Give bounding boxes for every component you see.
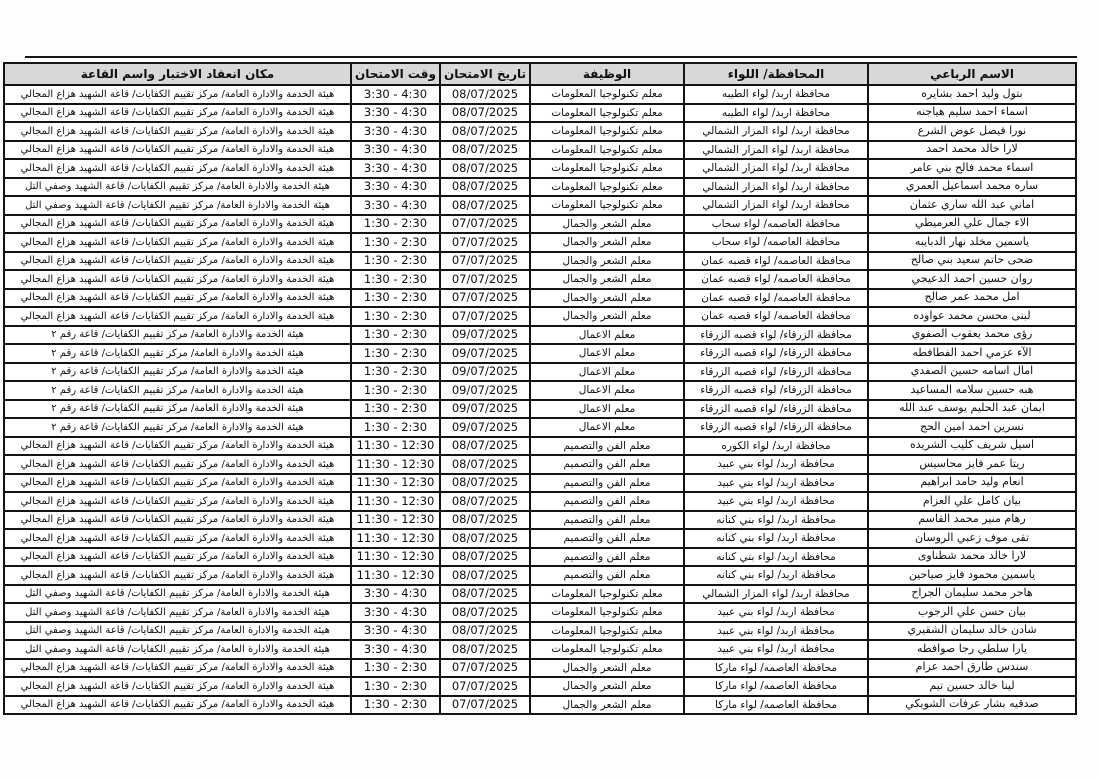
exam-date-cell: 09/07/2025 [440, 418, 530, 437]
exam-date-cell: 08/07/2025 [440, 492, 530, 511]
exam-date-cell: 08/07/2025 [440, 622, 530, 641]
job-title-cell: معلم تكنولوجيا المعلومات [530, 603, 684, 622]
full-name-cell: اسماء احمد سليم هياجنه [868, 104, 1076, 123]
governorate-district-cell: محافظة اربد/ لواء الكوره [684, 437, 868, 456]
table-row [4, 104, 1076, 123]
job-title-cell: معلم تكنولوجيا المعلومات [530, 178, 684, 197]
exam-time-cell: 3:30 - 4:30 [351, 603, 440, 622]
job-title-cell: معلم الشعر والجمال [530, 215, 684, 234]
full-name-cell: ساره محمد اسماعيل العمري [868, 178, 1076, 197]
governorate-district-cell: محافظة الزرقاء/ لواء قصبه الزرقاء [684, 400, 868, 419]
exam-location-cell: هيئة الخدمة والادارة العامة/ مركز تقييم الكفايات/ قاعة رقم ٢ [4, 363, 351, 382]
exam-location-cell: هيئة الخدمة والادارة العامة/ مركز تقييم الكفايات/ قاعة الشهيد وصفي التل [4, 622, 351, 641]
exam-time-cell: 11:30 - 12:30 [351, 529, 440, 548]
exam-location-cell: هيئة الخدمة والادارة العامة/ مركز تقييم الكفايات/ قاعة الشهيد هزاع المجالي [4, 659, 351, 678]
exam-location-cell: هيئة الخدمة والادارة العامة/ مركز تقييم الكفايات/ قاعة الشهيد هزاع المجالي [4, 289, 351, 308]
governorate-district-cell: محافظة العاصمه/ لواء ماركا [684, 677, 868, 696]
exam-date-cell: 08/07/2025 [440, 455, 530, 474]
governorate-district-cell: محافظة العاصمه/ لواء سحاب [684, 233, 868, 252]
table-row [4, 603, 1076, 622]
exam-date-cell: 07/07/2025 [440, 677, 530, 696]
table-row [4, 196, 1076, 215]
exam-location-cell: هيئة الخدمة والادارة العامة/ مركز تقييم الكفايات/ قاعة الشهيد هزاع المجالي [4, 270, 351, 289]
full-name-cell: انعام وليد حامد ابراهيم [868, 474, 1076, 493]
governorate-district-cell: محافظة اربد/ لواء بني عبيد [684, 455, 868, 474]
full-name-cell: رهام منير محمد القاسم [868, 511, 1076, 530]
exam-date-cell: 08/07/2025 [440, 585, 530, 604]
exam-location-cell: هيئة الخدمة والادارة العامة/ مركز تقييم الكفايات/ قاعة الشهيد هزاع المجالي [4, 141, 351, 160]
governorate-district-cell: محافظة اربد/ لواء المزار الشمالي [684, 196, 868, 215]
exam-date-cell: 08/07/2025 [440, 104, 530, 123]
job-title-cell: معلم الشعر والجمال [530, 659, 684, 678]
governorate-district-cell: محافظة الزرقاء/ لواء قصبه الزرقاء [684, 326, 868, 345]
exam-time-cell: 1:30 - 2:30 [351, 233, 440, 252]
table-row [4, 677, 1076, 696]
column-header-job-title: الوظيفة [530, 63, 684, 85]
exam-time-cell: 3:30 - 4:30 [351, 122, 440, 141]
table-header [4, 63, 1076, 85]
exam-time-cell: 3:30 - 4:30 [351, 104, 440, 123]
job-title-cell: معلم الشعر والجمال [530, 289, 684, 308]
exam-date-cell: 09/07/2025 [440, 381, 530, 400]
full-name-cell: نورا فيصل عوض الشرع [868, 122, 1076, 141]
governorate-district-cell: محافظة الزرقاء/ لواء قصبه الزرقاء [684, 381, 868, 400]
full-name-cell: روان حسين احمد الدعيجي [868, 270, 1076, 289]
exam-date-cell: 08/07/2025 [440, 548, 530, 567]
exam-location-cell: هيئة الخدمة والادارة العامة/ مركز تقييم الكفايات/ قاعة رقم ٢ [4, 418, 351, 437]
job-title-cell: معلم الفن والتصميم [530, 437, 684, 456]
exam-time-cell: 1:30 - 2:30 [351, 289, 440, 308]
governorate-district-cell: محافظة اربد/ لواء الطيبه [684, 85, 868, 104]
exam-location-cell: هيئة الخدمة والادارة العامة/ مركز تقييم الكفايات/ قاعة رقم ٢ [4, 400, 351, 419]
job-title-cell: معلم الشعر والجمال [530, 677, 684, 696]
table-row [4, 215, 1076, 234]
table-row [4, 363, 1076, 382]
table-row [4, 659, 1076, 678]
table-row [4, 159, 1076, 178]
exam-time-cell: 3:30 - 4:30 [351, 640, 440, 659]
exam-date-cell: 07/07/2025 [440, 252, 530, 271]
table-row [4, 326, 1076, 345]
exam-date-cell: 08/07/2025 [440, 529, 530, 548]
governorate-district-cell: محافظة اربد/ لواء المزار الشمالي [684, 122, 868, 141]
governorate-district-cell: محافظة اربد/ لواء بني عبيد [684, 492, 868, 511]
governorate-district-cell: محافظة اربد/ لواء بني عبيد [684, 474, 868, 493]
governorate-district-cell: محافظة اربد/ لواء بني كنانه [684, 529, 868, 548]
governorate-district-cell: محافظة العاصمه/ لواء سحاب [684, 215, 868, 234]
exam-date-cell: 08/07/2025 [440, 178, 530, 197]
full-name-cell: ياسمين مخلد نهار الدبايبه [868, 233, 1076, 252]
top-rule-divider [25, 56, 1077, 58]
job-title-cell: معلم تكنولوجيا المعلومات [530, 622, 684, 641]
exam-time-cell: 3:30 - 4:30 [351, 622, 440, 641]
governorate-district-cell: محافظة اربد/ لواء الطيبه [684, 104, 868, 123]
exam-location-cell: هيئة الخدمة والادارة العامة/ مركز تقييم الكفايات/ قاعة الشهيد هزاع المجالي [4, 85, 351, 104]
full-name-cell: سندس طارق احمد عزام [868, 659, 1076, 678]
full-name-cell: بتول وليد احمد بشايره [868, 85, 1076, 104]
job-title-cell: معلم الشعر والجمال [530, 270, 684, 289]
table-row [4, 640, 1076, 659]
job-title-cell: معلم الفن والتصميم [530, 529, 684, 548]
table-row [4, 418, 1076, 437]
exam-location-cell: هيئة الخدمة والادارة العامة/ مركز تقييم الكفايات/ قاعة الشهيد هزاع المجالي [4, 492, 351, 511]
column-header-exam-location: مكان انعقاد الاختبار واسم القاعة [4, 63, 351, 85]
exam-location-cell: هيئة الخدمة والادارة العامة/ مركز تقييم الكفايات/ قاعة رقم ٢ [4, 326, 351, 345]
job-title-cell: معلم الاعمال [530, 326, 684, 345]
full-name-cell: يارا سلطي رجا صوافطه [868, 640, 1076, 659]
exam-time-cell: 3:30 - 4:30 [351, 141, 440, 160]
full-name-cell: اماني عبد الله ساري عثمان [868, 196, 1076, 215]
full-name-cell: امال اسامه حسين الصفدي [868, 363, 1076, 382]
exam-time-cell: 3:30 - 4:30 [351, 178, 440, 197]
governorate-district-cell: محافظة اربد/ لواء المزار الشمالي [684, 159, 868, 178]
exam-date-cell: 08/07/2025 [440, 603, 530, 622]
exam-time-cell: 1:30 - 2:30 [351, 326, 440, 345]
governorate-district-cell: محافظة العاصمه/ لواء قصبه عمان [684, 289, 868, 308]
full-name-cell: بيان حسن علي الرجوب [868, 603, 1076, 622]
job-title-cell: معلم الاعمال [530, 344, 684, 363]
exam-date-cell: 09/07/2025 [440, 344, 530, 363]
exam-location-cell: هيئة الخدمة والادارة العامة/ مركز تقييم الكفايات/ قاعة الشهيد هزاع المجالي [4, 511, 351, 530]
governorate-district-cell: محافظة اربد/ لواء المزار الشمالي [684, 178, 868, 197]
exam-time-cell: 11:30 - 12:30 [351, 511, 440, 530]
table-row [4, 511, 1076, 530]
exam-time-cell: 11:30 - 12:30 [351, 566, 440, 585]
exam-date-cell: 08/07/2025 [440, 640, 530, 659]
full-name-cell: نسرين احمد امين الحج [868, 418, 1076, 437]
exam-time-cell: 3:30 - 4:30 [351, 585, 440, 604]
exam-location-cell: هيئة الخدمة والادارة العامة/ مركز تقييم الكفايات/ قاعة الشهيد هزاع المجالي [4, 529, 351, 548]
column-header-full-name: الاسم الرباعي [868, 63, 1076, 85]
full-name-cell: بيان كامل علي العزام [868, 492, 1076, 511]
table-row [4, 233, 1076, 252]
governorate-district-cell: محافظة الزرقاء/ لواء قصبه الزرقاء [684, 363, 868, 382]
exam-date-cell: 08/07/2025 [440, 566, 530, 585]
column-header-governorate-district: المحافظة/ اللواء [684, 63, 868, 85]
exam-location-cell: هيئة الخدمة والادارة العامة/ مركز تقييم الكفايات/ قاعة رقم ٢ [4, 344, 351, 363]
exam-time-cell: 1:30 - 2:30 [351, 307, 440, 326]
exam-date-cell: 08/07/2025 [440, 85, 530, 104]
job-title-cell: معلم الشعر والجمال [530, 696, 684, 715]
exam-time-cell: 11:30 - 12:30 [351, 492, 440, 511]
header-row [4, 63, 1076, 85]
table-row [4, 474, 1076, 493]
job-title-cell: معلم تكنولوجيا المعلومات [530, 585, 684, 604]
job-title-cell: معلم الاعمال [530, 363, 684, 382]
exam-time-cell: 1:30 - 2:30 [351, 270, 440, 289]
full-name-cell: ايمان عبد الحليم يوسف عبد الله [868, 400, 1076, 419]
job-title-cell: معلم تكنولوجيا المعلومات [530, 85, 684, 104]
table-row [4, 289, 1076, 308]
full-name-cell: شادن خالد سليمان الشقيري [868, 622, 1076, 641]
full-name-cell: اسماء محمد فالح بني عامر [868, 159, 1076, 178]
job-title-cell: معلم تكنولوجيا المعلومات [530, 141, 684, 160]
exam-time-cell: 1:30 - 2:30 [351, 677, 440, 696]
exam-date-cell: 07/07/2025 [440, 659, 530, 678]
table-row [4, 437, 1076, 456]
exam-location-cell: هيئة الخدمة والادارة العامة/ مركز تقييم الكفايات/ قاعة الشهيد وصفي التل [4, 196, 351, 215]
exam-location-cell: هيئة الخدمة والادارة العامة/ مركز تقييم الكفايات/ قاعة الشهيد وصفي التل [4, 178, 351, 197]
exam-date-cell: 08/07/2025 [440, 122, 530, 141]
exam-location-cell: هيئة الخدمة والادارة العامة/ مركز تقييم الكفايات/ قاعة الشهيد هزاع المجالي [4, 548, 351, 567]
table-row [4, 622, 1076, 641]
exam-location-cell: هيئة الخدمة والادارة العامة/ مركز تقييم الكفايات/ قاعة الشهيد هزاع المجالي [4, 696, 351, 715]
exam-date-cell: 07/07/2025 [440, 270, 530, 289]
job-title-cell: معلم الفن والتصميم [530, 474, 684, 493]
job-title-cell: معلم الاعمال [530, 418, 684, 437]
exam-location-cell: هيئة الخدمة والادارة العامة/ مركز تقييم الكفايات/ قاعة الشهيد هزاع المجالي [4, 307, 351, 326]
exam-location-cell: هيئة الخدمة والادارة العامة/ مركز تقييم الكفايات/ قاعة الشهيد هزاع المجالي [4, 104, 351, 123]
table-row [4, 400, 1076, 419]
full-name-cell: ضحى حاتم سعيد بني صالح [868, 252, 1076, 271]
exam-time-cell: 11:30 - 12:30 [351, 548, 440, 567]
full-name-cell: هبه حسين سلامه المساعيد [868, 381, 1076, 400]
job-title-cell: معلم الاعمال [530, 381, 684, 400]
exam-location-cell: هيئة الخدمة والادارة العامة/ مركز تقييم الكفايات/ قاعة الشهيد هزاع المجالي [4, 437, 351, 456]
governorate-district-cell: محافظة العاصمه/ لواء قصبه عمان [684, 270, 868, 289]
exam-date-cell: 08/07/2025 [440, 437, 530, 456]
exam-location-cell: هيئة الخدمة والادارة العامة/ مركز تقييم الكفايات/ قاعة الشهيد هزاع المجالي [4, 233, 351, 252]
governorate-district-cell: محافظة اربد/ لواء المزار الشمالي [684, 141, 868, 160]
table-row [4, 492, 1076, 511]
job-title-cell: معلم تكنولوجيا المعلومات [530, 122, 684, 141]
exam-location-cell: هيئة الخدمة والادارة العامة/ مركز تقييم الكفايات/ قاعة الشهيد وصفي التل [4, 603, 351, 622]
table-row [4, 178, 1076, 197]
full-name-cell: ريتا عمر فايز محاسيس [868, 455, 1076, 474]
table-row [4, 270, 1076, 289]
exam-date-cell: 07/07/2025 [440, 289, 530, 308]
exam-time-cell: 3:30 - 4:30 [351, 85, 440, 104]
table-row [4, 141, 1076, 160]
exam-location-cell: هيئة الخدمة والادارة العامة/ مركز تقييم الكفايات/ قاعة الشهيد هزاع المجالي [4, 677, 351, 696]
table-row [4, 529, 1076, 548]
full-name-cell: امل محمد عمر صالح [868, 289, 1076, 308]
full-name-cell: لارا خالد محمد احمد [868, 141, 1076, 160]
full-name-cell: لارا خالد محمد شطناوى [868, 548, 1076, 567]
exam-date-cell: 07/07/2025 [440, 696, 530, 715]
exam-date-cell: 09/07/2025 [440, 326, 530, 345]
exam-date-cell: 08/07/2025 [440, 474, 530, 493]
exam-time-cell: 3:30 - 4:30 [351, 196, 440, 215]
exam-location-cell: هيئة الخدمة والادارة العامة/ مركز تقييم الكفايات/ قاعة الشهيد هزاع المجالي [4, 474, 351, 493]
exam-date-cell: 07/07/2025 [440, 233, 530, 252]
full-name-cell: الآء عزمي احمد الفطافطه [868, 344, 1076, 363]
table-row [4, 381, 1076, 400]
table-row [4, 307, 1076, 326]
job-title-cell: معلم الفن والتصميم [530, 548, 684, 567]
column-header-exam-date: تاريخ الامتحان [440, 63, 530, 85]
exam-location-cell: هيئة الخدمة والادارة العامة/ مركز تقييم الكفايات/ قاعة الشهيد وصفي التل [4, 640, 351, 659]
governorate-district-cell: محافظة اربد/ لواء بني عبيد [684, 603, 868, 622]
exam-date-cell: 07/07/2025 [440, 215, 530, 234]
table-row [4, 696, 1076, 715]
exam-date-cell: 08/07/2025 [440, 196, 530, 215]
full-name-cell: الاء جمال علي العرميطي [868, 215, 1076, 234]
table-row [4, 85, 1076, 104]
job-title-cell: معلم الفن والتصميم [530, 455, 684, 474]
exam-location-cell: هيئة الخدمة والادارة العامة/ مركز تقييم الكفايات/ قاعة الشهيد هزاع المجالي [4, 122, 351, 141]
exam-location-cell: هيئة الخدمة والادارة العامة/ مركز تقييم الكفايات/ قاعة الشهيد هزاع المجالي [4, 215, 351, 234]
governorate-district-cell: محافظة العاصمه/ لواء قصبه عمان [684, 252, 868, 271]
job-title-cell: معلم تكنولوجيا المعلومات [530, 159, 684, 178]
exam-date-cell: 09/07/2025 [440, 400, 530, 419]
exam-time-cell: 1:30 - 2:30 [351, 418, 440, 437]
exam-date-cell: 08/07/2025 [440, 141, 530, 160]
job-title-cell: معلم الفن والتصميم [530, 511, 684, 530]
job-title-cell: معلم تكنولوجيا المعلومات [530, 104, 684, 123]
exam-time-cell: 1:30 - 2:30 [351, 252, 440, 271]
governorate-district-cell: محافظة الزرقاء/ لواء قصبه الزرقاء [684, 344, 868, 363]
governorate-district-cell: محافظة العاصمه/ لواء قصبه عمان [684, 307, 868, 326]
exam-time-cell: 1:30 - 2:30 [351, 400, 440, 419]
exam-location-cell: هيئة الخدمة والادارة العامة/ مركز تقييم الكفايات/ قاعة الشهيد وصفي التل [4, 585, 351, 604]
exam-time-cell: 11:30 - 12:30 [351, 437, 440, 456]
governorate-district-cell: محافظة الزرقاء/ لواء قصبه الزرقاء [684, 418, 868, 437]
job-title-cell: معلم تكنولوجيا المعلومات [530, 640, 684, 659]
job-title-cell: معلم تكنولوجيا المعلومات [530, 196, 684, 215]
job-title-cell: معلم الشعر والجمال [530, 252, 684, 271]
job-title-cell: معلم الفن والتصميم [530, 492, 684, 511]
exam-time-cell: 1:30 - 2:30 [351, 659, 440, 678]
exam-location-cell: هيئة الخدمة والادارة العامة/ مركز تقييم الكفايات/ قاعة الشهيد هزاع المجالي [4, 252, 351, 271]
job-title-cell: معلم الشعر والجمال [530, 233, 684, 252]
exam-time-cell: 1:30 - 2:30 [351, 696, 440, 715]
full-name-cell: صدقيه بشار عرفات الشويكي [868, 696, 1076, 715]
governorate-district-cell: محافظة اربد/ لواء المزار الشمالي [684, 585, 868, 604]
exam-date-cell: 07/07/2025 [440, 307, 530, 326]
governorate-district-cell: محافظة العاصمه/ لواء ماركا [684, 696, 868, 715]
exam-schedule-table [3, 62, 1077, 715]
exam-location-cell: هيئة الخدمة والادارة العامة/ مركز تقييم الكفايات/ قاعة رقم ٢ [4, 381, 351, 400]
full-name-cell: اسيل شريف كليب الشريده [868, 437, 1076, 456]
full-name-cell: رؤى محمد يعقوب الصفوي [868, 326, 1076, 345]
table-row [4, 122, 1076, 141]
column-header-exam-time: وقت الامتحان [351, 63, 440, 85]
governorate-district-cell: محافظة اربد/ لواء بني كنانه [684, 566, 868, 585]
job-title-cell: معلم الشعر والجمال [530, 307, 684, 326]
exam-date-cell: 08/07/2025 [440, 511, 530, 530]
full-name-cell: لينا خالد حسين تيم [868, 677, 1076, 696]
governorate-district-cell: محافظة اربد/ لواء بني عبيد [684, 622, 868, 641]
table-row [4, 548, 1076, 567]
exam-location-cell: هيئة الخدمة والادارة العامة/ مركز تقييم الكفايات/ قاعة الشهيد هزاع المجالي [4, 455, 351, 474]
full-name-cell: لبنى محسن محمد عواوده [868, 307, 1076, 326]
full-name-cell: ياسمين محمود فايز صياحين [868, 566, 1076, 585]
exam-date-cell: 09/07/2025 [440, 363, 530, 382]
table-row [4, 585, 1076, 604]
exam-time-cell: 1:30 - 2:30 [351, 215, 440, 234]
table-body [4, 85, 1076, 714]
exam-time-cell: 1:30 - 2:30 [351, 344, 440, 363]
table-row [4, 252, 1076, 271]
table-row [4, 344, 1076, 363]
exam-date-cell: 08/07/2025 [440, 159, 530, 178]
exam-location-cell: هيئة الخدمة والادارة العامة/ مركز تقييم الكفايات/ قاعة الشهيد هزاع المجالي [4, 566, 351, 585]
exam-time-cell: 1:30 - 2:30 [351, 363, 440, 382]
job-title-cell: معلم الفن والتصميم [530, 566, 684, 585]
full-name-cell: هاجر محمد سليمان الجراح [868, 585, 1076, 604]
governorate-district-cell: محافظة العاصمه/ لواء ماركا [684, 659, 868, 678]
exam-time-cell: 1:30 - 2:30 [351, 381, 440, 400]
governorate-district-cell: محافظة اربد/ لواء بني كنانه [684, 511, 868, 530]
exam-location-cell: هيئة الخدمة والادارة العامة/ مركز تقييم الكفايات/ قاعة الشهيد هزاع المجالي [4, 159, 351, 178]
governorate-district-cell: محافظة اربد/ لواء بني عبيد [684, 640, 868, 659]
governorate-district-cell: محافظة اربد/ لواء بني كنانه [684, 548, 868, 567]
exam-time-cell: 11:30 - 12:30 [351, 455, 440, 474]
table-row [4, 455, 1076, 474]
exam-time-cell: 3:30 - 4:30 [351, 159, 440, 178]
job-title-cell: معلم الاعمال [530, 400, 684, 419]
exam-time-cell: 11:30 - 12:30 [351, 474, 440, 493]
full-name-cell: تقى موف زعبي الروسان [868, 529, 1076, 548]
table-row [4, 566, 1076, 585]
